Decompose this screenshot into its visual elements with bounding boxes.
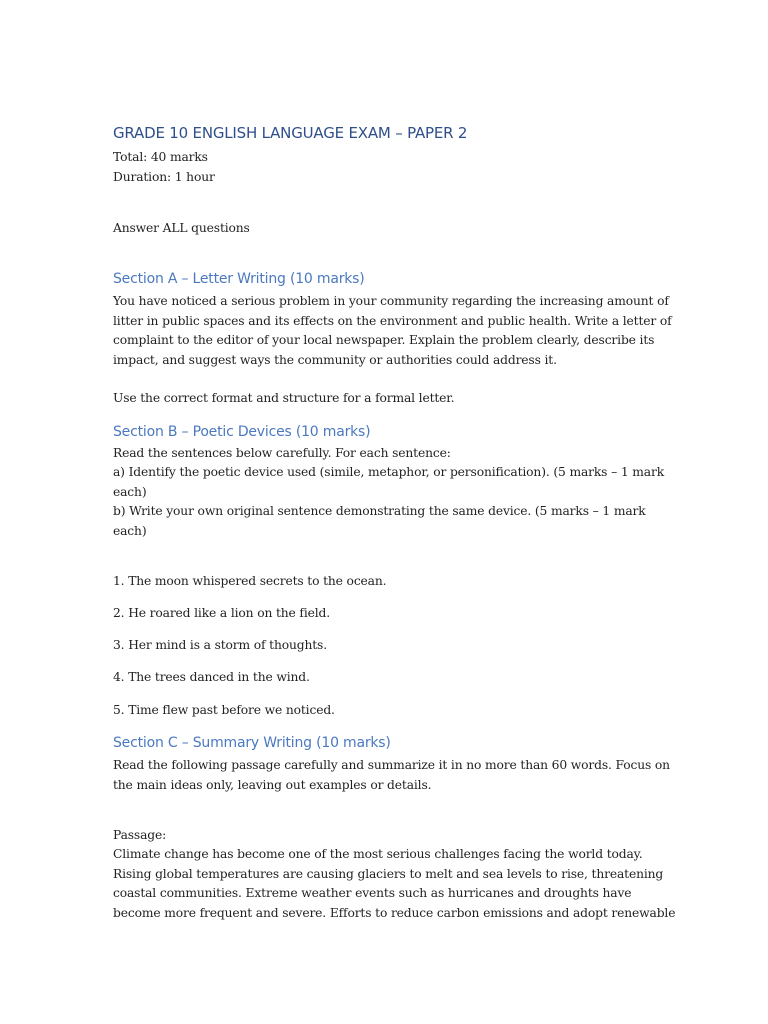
list-item: 3. Her mind is a storm of thoughts. [113, 638, 327, 652]
exam-total: Total: 40 marks [113, 150, 208, 164]
section-a-heading: Section A – Letter Writing (10 marks) [113, 271, 365, 287]
section-b-part-a-line: a) Identify the poetic device used (simile, metaphor, or personification). (5 marks – 1 mark [113, 465, 664, 479]
section-b-heading: Section B – Poetic Devices (10 marks) [113, 424, 371, 440]
section-a-line: impact, and suggest ways the community or authorities could address it. [113, 352, 557, 367]
exam-duration: Duration: 1 hour [113, 170, 215, 184]
section-b-part-b-line: each) [113, 523, 147, 538]
passage-line: Climate change has become one of the most serious challenges facing the world today. [113, 847, 643, 861]
section-a-line: You have noticed a serious problem in your community regarding the increasing amount of [113, 294, 669, 308]
section-c-heading: Section C – Summary Writing (10 marks) [113, 735, 391, 751]
section-a-line: litter in public spaces and its effects on the environment and public health. Write a letter of [113, 313, 672, 328]
list-item: 5. Time flew past before we noticed. [113, 703, 335, 717]
section-a-note: Use the correct format and structure for a formal letter. [113, 391, 455, 405]
exam-title: GRADE 10 ENGLISH LANGUAGE EXAM – PAPER 2 [113, 124, 468, 142]
section-b-part-b-line: b) Write your own original sentence demonstrating the same device. (5 marks – 1 mark [113, 504, 646, 518]
section-b-part-a [113, 463, 664, 502]
passage-label: Passage: [113, 828, 167, 842]
section-b-intro: Read the sentences below carefully. For each sentence: [113, 446, 451, 460]
section-a-line: complaint to the editor of your local newspaper. Explain the problem clearly, describe its [113, 333, 655, 347]
section-c-instruction-line: the main ideas only, leaving out examples or details. [113, 777, 432, 792]
exam-instruction: Answer ALL questions [113, 221, 250, 235]
passage-text [113, 845, 676, 923]
section-b-part-a-line: each) [113, 484, 147, 499]
section-b-part-b [113, 502, 658, 541]
passage-line: Rising global temperatures are causing glaciers to melt and sea levels to rise, threatening [113, 866, 664, 881]
section-c-instruction [113, 756, 670, 795]
list-item: 2. He roared like a lion on the field. [113, 606, 330, 620]
passage-line: become more frequent and severe. Efforts to reduce carbon emissions and adopt renewable [113, 905, 676, 920]
section-a-paragraph [113, 292, 672, 370]
list-item: 1. The moon whispered secrets to the ocean. [113, 574, 387, 588]
list-item: 4. The trees danced in the wind. [113, 670, 310, 684]
section-c-instruction-line: Read the following passage carefully and summarize it in no more than 60 words. Focus on [113, 758, 670, 772]
passage-line: coastal communities. Extreme weather events such as hurricanes and droughts have [113, 886, 632, 900]
